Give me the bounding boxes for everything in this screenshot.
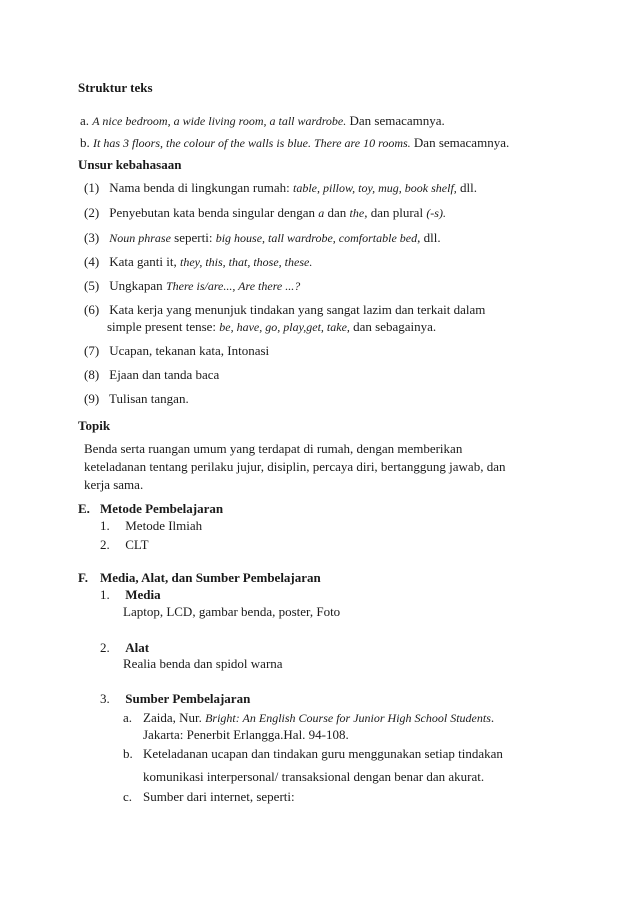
item-number: (6) xyxy=(84,302,100,317)
topik-heading: Topik xyxy=(78,418,111,433)
item-italic: Noun phrase xyxy=(109,231,171,245)
alat-text: Realia benda dan spidol warna xyxy=(123,656,283,671)
item-text: Zaida, Nur. xyxy=(143,710,206,725)
item-text: Kata kerja yang menunjuk tindakan yang sangat lazim dan terkait dalam xyxy=(109,302,486,317)
unsur-item-6 xyxy=(84,302,485,318)
item-number: 3. xyxy=(100,691,110,706)
media-subheading xyxy=(100,587,161,603)
item-text: Penyebutan kata benda singular dengan xyxy=(109,205,319,220)
topik-line-1: Benda serta ruangan umum yang terdapat di rumah, dengan memberikan xyxy=(84,441,463,456)
metode-heading: Metode Pembelajaran xyxy=(100,501,224,516)
section-f-marker: F. xyxy=(78,570,88,585)
item-number: (3) xyxy=(84,230,100,245)
unsur-item-1 xyxy=(84,180,477,196)
item-number: 1. xyxy=(100,518,110,533)
struktur-b-tail: Dan semacamnya. xyxy=(410,135,510,150)
sumber-a-line-2: Jakarta: Penerbit Erlangga.Hal. 94-108. xyxy=(143,727,349,742)
item-text: Nama benda di lingkungan rumah: xyxy=(109,180,294,195)
section-e-marker: E. xyxy=(78,501,90,516)
unsur-item-8 xyxy=(84,367,219,383)
unsur-item-7 xyxy=(84,343,269,359)
item-text: , dll. xyxy=(417,230,441,245)
item-marker: b. xyxy=(80,135,90,150)
item-number: (2) xyxy=(84,205,100,220)
item-number: (5) xyxy=(84,278,100,293)
metode-item-2 xyxy=(100,537,149,553)
item-text: . xyxy=(490,710,495,725)
media-text: Laptop, LCD, gambar benda, poster, Foto xyxy=(123,604,341,619)
item-text: Tulisan tangan. xyxy=(109,391,189,406)
item-text: , dan plural xyxy=(364,205,427,220)
item-italic: a xyxy=(318,206,325,220)
item-italic: big house, tall wardrobe, comfortable bed xyxy=(215,231,418,245)
sumber-a-marker: a. xyxy=(123,710,133,725)
item-number: 2. xyxy=(100,537,110,552)
item-italic: they, this, that, those, these. xyxy=(180,255,313,269)
item-text: Kata ganti it, xyxy=(109,254,181,269)
sumber-c-marker: c. xyxy=(123,789,133,804)
struktur-b-example: It has 3 floors, the colour of the walls is blue. There are 10 rooms. xyxy=(93,136,411,150)
unsur-item-2 xyxy=(84,205,446,221)
unsur-item-5 xyxy=(84,278,300,294)
item-marker: a. xyxy=(80,113,90,128)
item-italic: be, have, go, play,get, take, xyxy=(219,320,350,334)
alat-subheading xyxy=(100,640,149,656)
item-number: 2. xyxy=(100,640,110,655)
item-number: 1. xyxy=(100,587,110,602)
subheading-title: Media xyxy=(125,587,161,602)
struktur-heading: Struktur teks xyxy=(78,80,153,95)
item-text: CLT xyxy=(125,537,149,552)
item-number: (8) xyxy=(84,367,100,382)
item-text: dll. xyxy=(456,180,478,195)
item-number: (7) xyxy=(84,343,100,358)
sumber-b-marker: b. xyxy=(123,746,133,761)
subheading-title: Alat xyxy=(125,640,150,655)
sumber-a-line-1 xyxy=(143,710,494,726)
item-italic: the xyxy=(349,206,365,220)
sumber-b-line-1: Keteladanan ucapan dan tindakan guru menggunakan setiap tindakan xyxy=(143,746,503,761)
item-text: simple present tense: xyxy=(107,319,220,334)
item-text: dan xyxy=(324,205,350,220)
metode-item-1 xyxy=(100,518,202,534)
unsur-heading: Unsur kebahasaan xyxy=(78,157,182,172)
topik-line-3: kerja sama. xyxy=(84,477,144,492)
struktur-item-a xyxy=(80,113,445,129)
item-text: Ungkapan xyxy=(109,278,166,293)
subheading-title: Sumber Pembelajaran xyxy=(125,691,251,706)
struktur-a-example: A nice bedroom, a wide living room, a tall wardrobe. xyxy=(92,114,347,128)
item-text: dan sebagainya. xyxy=(349,319,437,334)
topik-line-2: keteladanan tentang perilaku jujur, disiplin, percaya diri, bertanggung jawab, dan xyxy=(84,459,506,474)
unsur-item-4 xyxy=(84,254,312,270)
item-italic: (-s). xyxy=(426,206,446,220)
item-italic: table, pillow, toy, mug, book shelf, xyxy=(293,181,457,195)
item-number: (1) xyxy=(84,180,100,195)
item-text: Metode Ilmiah xyxy=(125,518,203,533)
unsur-item-3 xyxy=(84,230,441,246)
media-heading: Media, Alat, dan Sumber Pembelajaran xyxy=(100,570,321,585)
unsur-item-6-continued xyxy=(107,319,436,335)
book-title: Bright: An English Course for Junior High School Students xyxy=(205,711,491,725)
item-italic: There is/are..., Are there ...? xyxy=(165,279,301,293)
sumber-b-line-2: komunikasi interpersonal/ transaksional dengan benar dan akurat. xyxy=(143,769,485,784)
unsur-item-9 xyxy=(84,391,189,407)
item-number: (9) xyxy=(84,391,100,406)
item-text: Ucapan, tekanan kata, Intonasi xyxy=(109,343,270,358)
struktur-item-b xyxy=(80,135,509,151)
item-text: Ejaan dan tanda baca xyxy=(109,367,220,382)
item-number: (4) xyxy=(84,254,100,269)
sumber-c-text: Sumber dari internet, seperti: xyxy=(143,789,295,804)
struktur-a-tail: Dan semacamnya. xyxy=(346,113,445,128)
sumber-subheading xyxy=(100,691,250,707)
item-text: seperti: xyxy=(170,230,216,245)
